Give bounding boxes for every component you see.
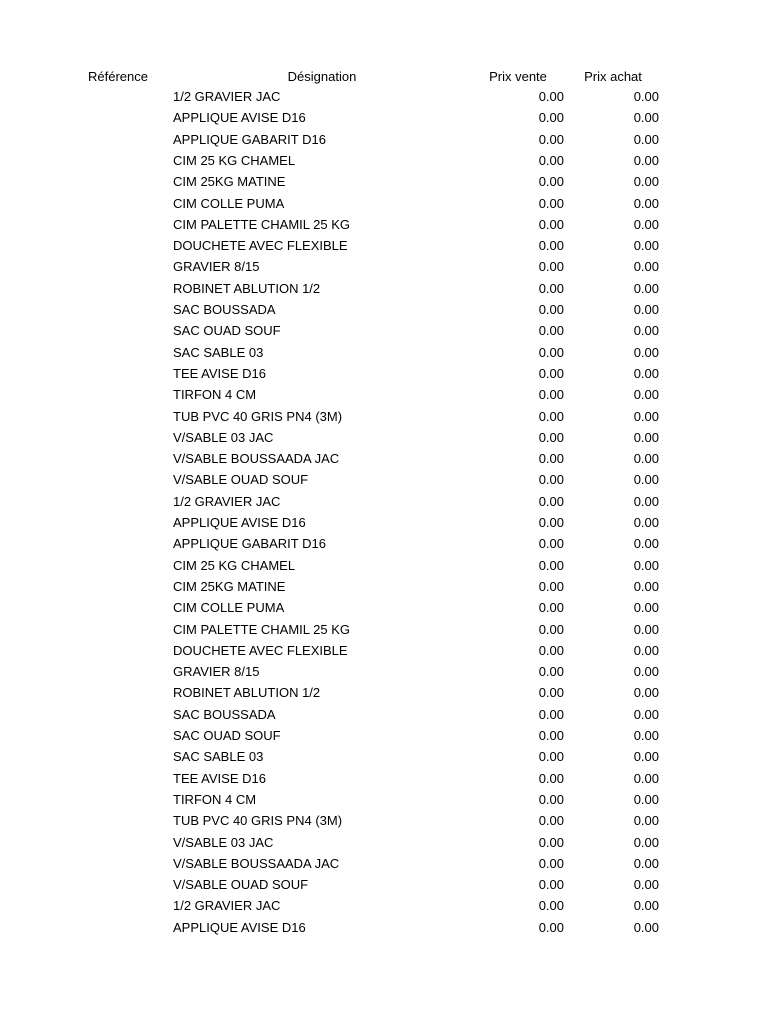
table-row xyxy=(0,768,768,789)
cell-designation: 1/2 GRAVIER JAC xyxy=(173,898,281,913)
cell-prix-vente: 0.00 xyxy=(538,409,564,424)
cell-designation: APPLIQUE AVISE D16 xyxy=(173,110,306,125)
table-row xyxy=(0,619,768,640)
cell-designation: APPLIQUE GABARIT D16 xyxy=(173,536,326,551)
cell-prix-achat: 0.00 xyxy=(633,813,659,828)
table-row xyxy=(0,86,768,107)
table-row xyxy=(0,448,768,469)
cell-prix-achat: 0.00 xyxy=(633,877,659,892)
cell-prix-vente: 0.00 xyxy=(538,622,564,637)
cell-designation: SAC SABLE 03 xyxy=(173,345,264,360)
cell-designation: SAC OUAD SOUF xyxy=(173,323,281,338)
cell-designation: CIM COLLE PUMA xyxy=(173,196,285,211)
cell-prix-vente: 0.00 xyxy=(538,877,564,892)
cell-prix-achat: 0.00 xyxy=(633,792,659,807)
cell-designation: CIM 25 KG CHAMEL xyxy=(173,153,296,168)
cell-prix-achat: 0.00 xyxy=(633,728,659,743)
cell-prix-achat: 0.00 xyxy=(633,89,659,104)
cell-designation: 1/2 GRAVIER JAC xyxy=(173,494,281,509)
table-row xyxy=(0,853,768,874)
cell-designation: APPLIQUE GABARIT D16 xyxy=(173,132,326,147)
cell-prix-vente: 0.00 xyxy=(538,387,564,402)
cell-prix-vente: 0.00 xyxy=(538,920,564,935)
cell-prix-achat: 0.00 xyxy=(633,515,659,530)
table-row xyxy=(0,917,768,938)
cell-prix-achat: 0.00 xyxy=(633,558,659,573)
cell-prix-achat: 0.00 xyxy=(633,387,659,402)
table-row xyxy=(0,810,768,831)
cell-prix-vente: 0.00 xyxy=(538,771,564,786)
cell-prix-vente: 0.00 xyxy=(538,856,564,871)
cell-prix-achat: 0.00 xyxy=(633,494,659,509)
cell-prix-vente: 0.00 xyxy=(538,430,564,445)
cell-designation: V/SABLE BOUSSAADA JAC xyxy=(173,856,340,871)
table-row xyxy=(0,193,768,214)
cell-designation: TUB PVC 40 GRIS PN4 (3M) xyxy=(173,813,343,828)
cell-prix-achat: 0.00 xyxy=(633,430,659,445)
table-row xyxy=(0,150,768,171)
table-row xyxy=(0,107,768,128)
cell-prix-achat: 0.00 xyxy=(633,749,659,764)
cell-prix-vente: 0.00 xyxy=(538,664,564,679)
cell-designation: CIM 25 KG CHAMEL xyxy=(173,558,296,573)
cell-designation: 1/2 GRAVIER JAC xyxy=(173,89,281,104)
cell-designation: TIRFON 4 CM xyxy=(173,792,257,807)
cell-designation: SAC BOUSSADA xyxy=(173,707,276,722)
cell-prix-vente: 0.00 xyxy=(538,792,564,807)
cell-prix-achat: 0.00 xyxy=(633,685,659,700)
cell-prix-achat: 0.00 xyxy=(633,707,659,722)
cell-prix-achat: 0.00 xyxy=(633,302,659,317)
table-row xyxy=(0,725,768,746)
cell-prix-vente: 0.00 xyxy=(538,302,564,317)
table-row xyxy=(0,299,768,320)
cell-designation: GRAVIER 8/15 xyxy=(173,259,260,274)
cell-designation: GRAVIER 8/15 xyxy=(173,664,260,679)
table-row xyxy=(0,171,768,192)
cell-designation: SAC SABLE 03 xyxy=(173,749,264,764)
cell-prix-vente: 0.00 xyxy=(538,813,564,828)
cell-prix-achat: 0.00 xyxy=(633,451,659,466)
cell-prix-achat: 0.00 xyxy=(633,174,659,189)
cell-designation: DOUCHETE AVEC FLEXIBLE xyxy=(173,238,348,253)
cell-prix-vente: 0.00 xyxy=(538,515,564,530)
cell-prix-achat: 0.00 xyxy=(633,366,659,381)
cell-prix-vente: 0.00 xyxy=(538,323,564,338)
cell-prix-vente: 0.00 xyxy=(538,835,564,850)
cell-designation: V/SABLE OUAD SOUF xyxy=(173,877,309,892)
cell-prix-vente: 0.00 xyxy=(538,728,564,743)
table-row xyxy=(0,832,768,853)
cell-prix-achat: 0.00 xyxy=(633,579,659,594)
cell-designation: ROBINET ABLUTION 1/2 xyxy=(173,281,321,296)
cell-designation: V/SABLE 03 JAC xyxy=(173,430,274,445)
cell-designation: ROBINET ABLUTION 1/2 xyxy=(173,685,321,700)
table-row xyxy=(0,363,768,384)
cell-prix-vente: 0.00 xyxy=(538,558,564,573)
cell-prix-vente: 0.00 xyxy=(538,153,564,168)
cell-designation: CIM COLLE PUMA xyxy=(173,600,285,615)
cell-prix-vente: 0.00 xyxy=(538,749,564,764)
cell-prix-achat: 0.00 xyxy=(633,259,659,274)
cell-designation: CIM 25KG MATINE xyxy=(173,174,286,189)
cell-prix-achat: 0.00 xyxy=(633,217,659,232)
table-row xyxy=(0,512,768,533)
table-row xyxy=(0,640,768,661)
header-prix-achat: Prix achat xyxy=(584,69,642,84)
cell-prix-vente: 0.00 xyxy=(538,217,564,232)
cell-prix-achat: 0.00 xyxy=(633,898,659,913)
cell-designation: SAC BOUSSADA xyxy=(173,302,276,317)
table-row xyxy=(0,895,768,916)
cell-prix-vente: 0.00 xyxy=(538,366,564,381)
table-row xyxy=(0,746,768,767)
cell-designation: TEE AVISE D16 xyxy=(173,771,266,786)
cell-designation: CIM PALETTE CHAMIL 25 KG xyxy=(173,217,350,232)
cell-prix-achat: 0.00 xyxy=(633,536,659,551)
cell-prix-achat: 0.00 xyxy=(633,323,659,338)
cell-designation: V/SABLE OUAD SOUF xyxy=(173,472,309,487)
cell-prix-vente: 0.00 xyxy=(538,174,564,189)
table-row xyxy=(0,427,768,448)
cell-prix-achat: 0.00 xyxy=(633,622,659,637)
cell-designation: TUB PVC 40 GRIS PN4 (3M) xyxy=(173,409,343,424)
cell-prix-achat: 0.00 xyxy=(633,281,659,296)
header-reference: Référence xyxy=(88,69,148,84)
cell-prix-achat: 0.00 xyxy=(633,345,659,360)
cell-prix-achat: 0.00 xyxy=(633,600,659,615)
cell-designation: V/SABLE BOUSSAADA JAC xyxy=(173,451,340,466)
table-row xyxy=(0,555,768,576)
cell-prix-vente: 0.00 xyxy=(538,600,564,615)
table-row xyxy=(0,576,768,597)
cell-prix-achat: 0.00 xyxy=(633,409,659,424)
table-row xyxy=(0,597,768,618)
table-header xyxy=(0,66,768,87)
cell-prix-achat: 0.00 xyxy=(633,153,659,168)
cell-prix-vente: 0.00 xyxy=(538,110,564,125)
cell-prix-vente: 0.00 xyxy=(538,345,564,360)
cell-prix-achat: 0.00 xyxy=(633,110,659,125)
cell-prix-vente: 0.00 xyxy=(538,132,564,147)
cell-prix-vente: 0.00 xyxy=(538,259,564,274)
cell-prix-vente: 0.00 xyxy=(538,643,564,658)
table-row xyxy=(0,661,768,682)
cell-prix-achat: 0.00 xyxy=(633,643,659,658)
table-row xyxy=(0,533,768,554)
cell-designation: V/SABLE 03 JAC xyxy=(173,835,274,850)
table-row xyxy=(0,874,768,895)
header-designation: Désignation xyxy=(287,69,357,84)
cell-prix-achat: 0.00 xyxy=(633,196,659,211)
cell-prix-vente: 0.00 xyxy=(538,536,564,551)
table-row xyxy=(0,235,768,256)
cell-prix-achat: 0.00 xyxy=(633,920,659,935)
cell-prix-vente: 0.00 xyxy=(538,472,564,487)
cell-prix-vente: 0.00 xyxy=(538,281,564,296)
table-row xyxy=(0,491,768,512)
cell-designation: SAC OUAD SOUF xyxy=(173,728,281,743)
cell-designation: CIM PALETTE CHAMIL 25 KG xyxy=(173,622,350,637)
header-prix-vente: Prix vente xyxy=(489,69,547,84)
cell-prix-vente: 0.00 xyxy=(538,494,564,509)
cell-prix-achat: 0.00 xyxy=(633,132,659,147)
cell-designation: TIRFON 4 CM xyxy=(173,387,257,402)
cell-prix-vente: 0.00 xyxy=(538,451,564,466)
table-row xyxy=(0,342,768,363)
cell-prix-vente: 0.00 xyxy=(538,707,564,722)
table-row xyxy=(0,469,768,490)
cell-prix-achat: 0.00 xyxy=(633,472,659,487)
table-row xyxy=(0,320,768,341)
cell-prix-vente: 0.00 xyxy=(538,579,564,594)
cell-prix-vente: 0.00 xyxy=(538,89,564,104)
table-row xyxy=(0,278,768,299)
cell-prix-achat: 0.00 xyxy=(633,664,659,679)
cell-designation: TEE AVISE D16 xyxy=(173,366,266,381)
cell-prix-achat: 0.00 xyxy=(633,835,659,850)
cell-prix-vente: 0.00 xyxy=(538,196,564,211)
cell-designation: CIM 25KG MATINE xyxy=(173,579,286,594)
table-row xyxy=(0,704,768,725)
table-row xyxy=(0,406,768,427)
cell-designation: APPLIQUE AVISE D16 xyxy=(173,920,306,935)
table-row xyxy=(0,682,768,703)
cell-designation: APPLIQUE AVISE D16 xyxy=(173,515,306,530)
table-row xyxy=(0,789,768,810)
cell-prix-vente: 0.00 xyxy=(538,685,564,700)
cell-prix-vente: 0.00 xyxy=(538,238,564,253)
cell-prix-vente: 0.00 xyxy=(538,898,564,913)
cell-prix-achat: 0.00 xyxy=(633,856,659,871)
cell-prix-achat: 0.00 xyxy=(633,771,659,786)
cell-designation: DOUCHETE AVEC FLEXIBLE xyxy=(173,643,348,658)
cell-prix-achat: 0.00 xyxy=(633,238,659,253)
table-row xyxy=(0,256,768,277)
table-row xyxy=(0,214,768,235)
table-row xyxy=(0,129,768,150)
table-row xyxy=(0,384,768,405)
